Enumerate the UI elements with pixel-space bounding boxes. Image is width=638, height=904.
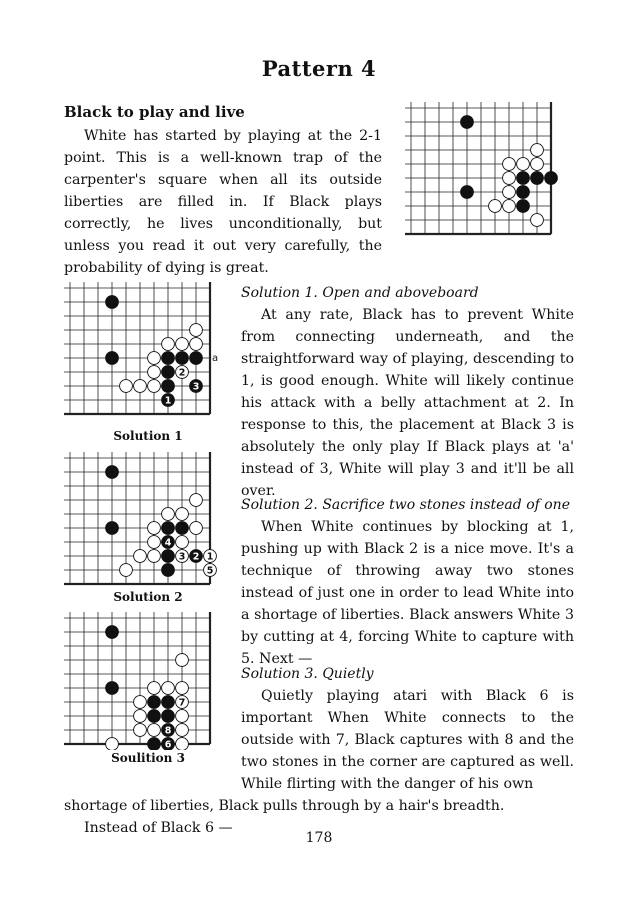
black-stone [106, 296, 119, 309]
white-stone [503, 186, 516, 199]
white-stone [148, 682, 161, 695]
white-stone [134, 710, 147, 723]
white-stone [489, 200, 502, 213]
white-stone [190, 324, 203, 337]
stone-label: 8 [164, 725, 172, 737]
stone-label: 7 [178, 697, 186, 709]
solution1-paragraph: At any rate, Black has to prevent White from connecting underneath, and the straightforward way of playing, descending to 1, is good enough. White will likely continue his attack with a belly attachment at 2. In response to this, the placement at Black 3 is absolutely the only play If Black plays at 'a' instead of 3, White will play 3 and it'll be all over. [241, 307, 574, 499]
white-stone [190, 522, 203, 535]
black-stone [162, 380, 175, 393]
white-stone [531, 158, 544, 171]
black-stone [517, 186, 530, 199]
solution3-paragraph: Quietly playing atari with Black 6 is important When White connects to the outside with 7, Black captures with 8 and the two stones in the corner are captured as well. While flirting with the danger of his own [241, 688, 574, 792]
white-stone [176, 338, 189, 351]
black-stone [106, 682, 119, 695]
black-stone [162, 696, 175, 709]
white-stone [148, 380, 161, 393]
white-stone [148, 724, 161, 737]
stone-label: 1 [164, 395, 172, 407]
white-stone [503, 172, 516, 185]
white-stone [134, 550, 147, 563]
black-stone [162, 352, 175, 365]
problem-diagram [405, 102, 575, 240]
black-stone [148, 696, 161, 709]
white-stone [176, 710, 189, 723]
solution3-title: Solution 3. Quietly [241, 666, 374, 682]
white-stone [176, 738, 189, 750]
white-stone [120, 564, 133, 577]
black-stone [162, 564, 175, 577]
page-title: Pattern 4 [261, 56, 377, 81]
solution1-title: Solution 1. Open and aboveboard [241, 285, 479, 301]
black-stone [517, 200, 530, 213]
problem-heading: Black to play and live [64, 103, 245, 121]
solution2-paragraph: When White continues by blocking at 1, pushing up with Black 2 is a nice move. It's a technique of throwing away two stones instead of just one in order to lead White into a shortage of liberties. Black answers White 3 by cutting at 4, forcing White to capture with 5. Next — [241, 519, 574, 667]
white-stone [162, 682, 175, 695]
black-stone [162, 710, 175, 723]
solution1-caption: Solution 1 [113, 429, 183, 443]
black-stone [190, 352, 203, 365]
white-stone [176, 682, 189, 695]
stone-label: 3 [192, 381, 200, 393]
white-stone [517, 158, 530, 171]
intro-paragraph: White has started by playing at the 2-1 point. This is a well-known trap of the carpenter's square when all its outside liberties are filled in. If Black plays correctly, he lives unconditionally, but unless you read it out very carefully, the probability of dying is great. [64, 128, 382, 276]
white-stone [531, 214, 544, 227]
black-stone [148, 738, 161, 750]
black-stone [176, 352, 189, 365]
black-stone [545, 172, 558, 185]
white-stone [134, 380, 147, 393]
black-stone [517, 172, 530, 185]
white-stone [148, 550, 161, 563]
black-stone [148, 710, 161, 723]
stone-label: 2 [178, 367, 186, 379]
white-stone [176, 654, 189, 667]
page-number: 178 [305, 830, 333, 846]
black-stone [162, 366, 175, 379]
white-stone [148, 366, 161, 379]
stone-label: 3 [178, 551, 186, 563]
white-stone [190, 494, 203, 507]
black-stone [461, 116, 474, 129]
white-stone [134, 724, 147, 737]
solution2-caption: Solution 2 [113, 590, 183, 604]
white-stone [503, 200, 516, 213]
point-mark-label: a [212, 353, 219, 364]
white-stone [134, 696, 147, 709]
black-stone [106, 522, 119, 535]
white-stone [162, 338, 175, 351]
white-stone [106, 738, 119, 750]
black-stone [106, 352, 119, 365]
stone-label: 4 [164, 537, 172, 549]
black-stone [106, 626, 119, 639]
stone-label: 1 [206, 551, 214, 563]
closing-line: Instead of Black 6 — [84, 820, 233, 836]
white-stone [148, 352, 161, 365]
solution3-diagram [64, 612, 234, 750]
solution2-title: Solution 2. Sacrifice two stones instead of one [241, 497, 570, 513]
solution3-paragraph-continued: shortage of liberties, Black pulls through by a hair's breadth. [64, 798, 505, 814]
black-stone [531, 172, 544, 185]
white-stone [503, 158, 516, 171]
white-stone [176, 508, 189, 521]
black-stone [461, 186, 474, 199]
black-stone [106, 466, 119, 479]
white-stone [176, 724, 189, 737]
white-stone [162, 508, 175, 521]
white-stone [120, 380, 133, 393]
white-stone [531, 144, 544, 157]
black-stone [162, 550, 175, 563]
stone-label: 6 [164, 739, 172, 750]
white-stone [148, 522, 161, 535]
white-stone [148, 536, 161, 549]
stone-label: 5 [206, 565, 214, 577]
solution2-diagram [64, 452, 234, 590]
white-stone [190, 338, 203, 351]
white-stone [176, 536, 189, 549]
solution3-caption: Soulition 3 [111, 751, 185, 765]
black-stone [176, 522, 189, 535]
stone-label: 2 [192, 551, 200, 563]
black-stone [162, 522, 175, 535]
solution1-diagram [64, 282, 234, 420]
